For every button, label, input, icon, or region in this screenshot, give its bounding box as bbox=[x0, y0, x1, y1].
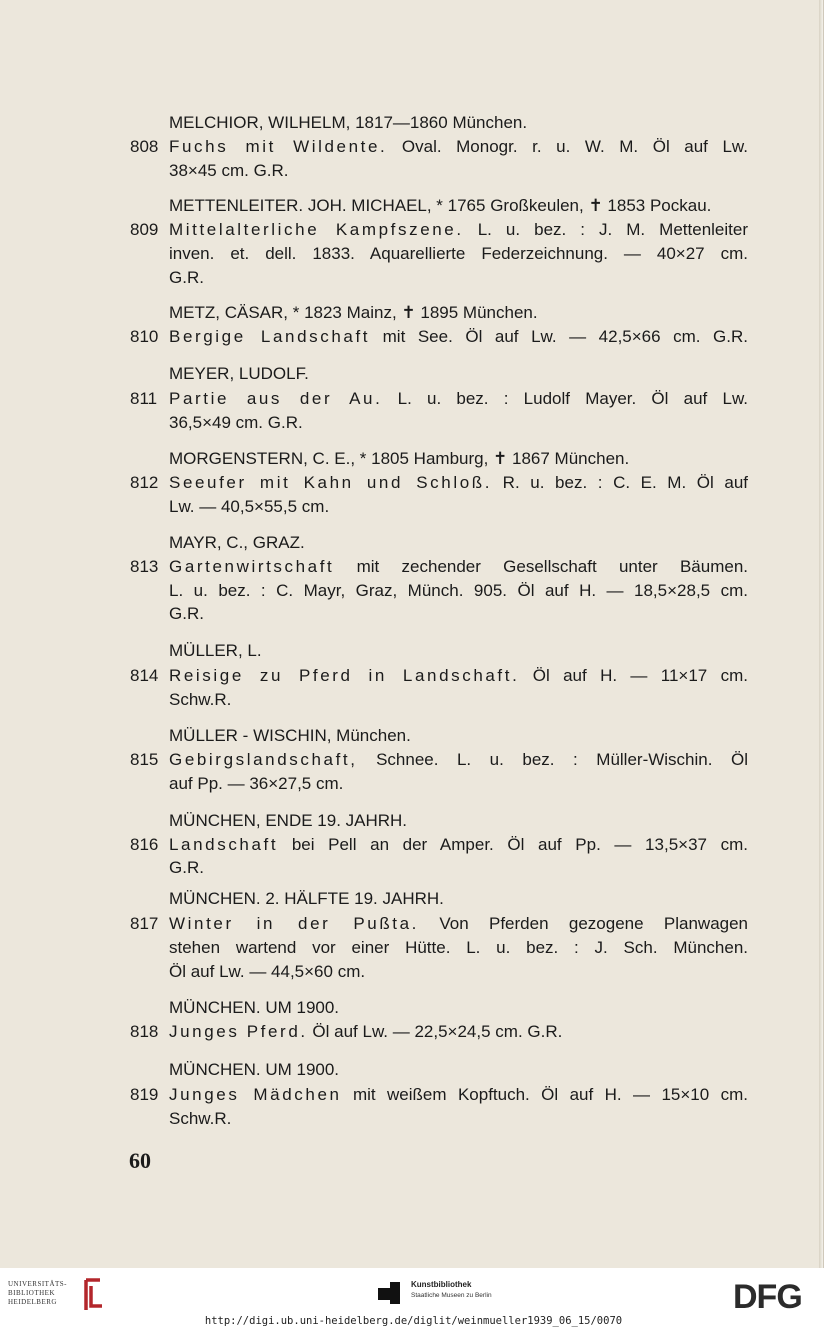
entry-title: Bergige Landschaft bbox=[169, 327, 371, 346]
entry-description bbox=[169, 389, 748, 409]
entry-artist: MAYR, C., GRAZ. bbox=[169, 533, 305, 552]
entry-continuation: auf Pp. — 36×27,5 cm. bbox=[169, 774, 344, 793]
entry-description bbox=[169, 327, 748, 347]
university-library-logo-text bbox=[8, 1280, 80, 1307]
entry-continuation: L. u. bez. : C. Mayr, Graz, Münch. 905. Öl auf H. — 18,5×28,5 cm. bbox=[169, 581, 748, 600]
entry-details: Öl auf Lw. — 22,5×24,5 cm. G.R. bbox=[307, 1022, 563, 1041]
entry-artist: MÜNCHEN, ENDE 19. JAHRH. bbox=[169, 811, 408, 830]
entry-artist: METTENLEITER. JOH. MICHAEL, * 1765 Großkeulen, ✝ 1853 Pockau. bbox=[169, 196, 712, 215]
university-library-mark-icon bbox=[82, 1278, 106, 1312]
entry-continuation: Lw. — 40,5×55,5 cm. bbox=[169, 497, 330, 516]
entry-artist: MÜNCHEN. UM 1900. bbox=[169, 1060, 340, 1079]
entry-number: 814 bbox=[130, 666, 159, 685]
entry-title: Gartenwirtschaft bbox=[169, 557, 335, 576]
entry-continuation: G.R. bbox=[169, 604, 204, 623]
entry-description bbox=[169, 666, 748, 686]
entry-artist: MORGENSTERN, C. E., * 1805 Hamburg, ✝ 1867 München. bbox=[169, 449, 630, 468]
entry-title: Partie aus der Au. bbox=[169, 389, 383, 408]
page-number: 60 bbox=[129, 1148, 151, 1173]
entry-number: 809 bbox=[130, 220, 159, 239]
kunstbibliothek-subtitle: Staatliche Museen zu Berlin bbox=[411, 1292, 492, 1299]
entry-continuation: Schw.R. bbox=[169, 690, 232, 709]
entry-number: 811 bbox=[130, 389, 158, 408]
entry-number: 810 bbox=[130, 327, 159, 346]
entry-artist: MELCHIOR, WILHELM, 1817—1860 München. bbox=[169, 113, 528, 132]
entry-artist: MÜLLER, L. bbox=[169, 641, 262, 660]
entry-description bbox=[169, 473, 748, 493]
entry-details: R. u. bez. : C. E. M. Öl auf bbox=[492, 473, 749, 492]
entry-description bbox=[169, 914, 748, 934]
kunstbibliothek-mark-icon bbox=[378, 1282, 404, 1304]
entry-continuation: 38×45 cm. G.R. bbox=[169, 161, 289, 180]
viewer-footer bbox=[0, 1268, 827, 1329]
entry-description bbox=[169, 835, 748, 855]
logo-line: UNIVERSITÄTS- bbox=[8, 1280, 67, 1288]
university-library-logo[interactable] bbox=[8, 1278, 108, 1314]
dfg-logo[interactable]: DFG bbox=[733, 1278, 802, 1316]
entry-continuation: stehen wartend vor einer Hütte. L. u. bez. : J. Sch. München. bbox=[169, 938, 748, 957]
entry-continuation: Öl auf Lw. — 44,5×60 cm. bbox=[169, 962, 366, 981]
entry-title: Mittelalterliche Kampfszene. bbox=[169, 220, 464, 239]
entry-details: mit zechender Gesellschaft unter Bäumen. bbox=[334, 557, 748, 576]
entry-description bbox=[169, 137, 748, 157]
entry-description bbox=[169, 557, 748, 577]
entry-description bbox=[169, 1085, 748, 1105]
entry-details: Schnee. L. u. bez. : Müller-Wischin. Öl bbox=[357, 750, 748, 769]
entry-continuation: G.R. bbox=[169, 858, 204, 877]
entry-details: Öl auf H. — 11×17 cm. bbox=[519, 666, 748, 685]
entry-number: 817 bbox=[130, 914, 159, 933]
entry-title: Landschaft bbox=[169, 835, 279, 854]
entry-artist: MÜNCHEN. UM 1900. bbox=[169, 998, 340, 1017]
entry-title: Junges Pferd. bbox=[169, 1022, 308, 1041]
entry-continuation: G.R. bbox=[169, 268, 204, 287]
entry-number: 815 bbox=[130, 750, 159, 769]
entry-title: Junges Mädchen bbox=[169, 1085, 342, 1104]
entry-details: L. u. bez. : Ludolf Mayer. Öl auf Lw. bbox=[382, 389, 749, 408]
entry-details: bei Pell an der Amper. Öl auf Pp. — 13,5×37 cm. bbox=[278, 835, 748, 854]
entry-number: 816 bbox=[130, 835, 159, 854]
entry-description bbox=[169, 750, 748, 770]
entry-details: L. u. bez. : J. M. Mettenleiter bbox=[463, 220, 748, 239]
entry-details: Von Pferden gezogene Planwagen bbox=[419, 914, 749, 933]
page-edge bbox=[819, 0, 823, 1268]
logo-line: HEIDELBERG bbox=[8, 1298, 57, 1306]
entry-number: 812 bbox=[130, 473, 159, 492]
entry-artist: MÜNCHEN. 2. HÄLFTE 19. JAHRH. bbox=[169, 889, 444, 908]
entry-continuation: inven. et. dell. 1833. Aquarellierte Federzeichnung. — 40×27 cm. bbox=[169, 244, 748, 263]
entry-title: Winter in der Pußta. bbox=[169, 914, 420, 933]
kunstbibliothek-name: Kunstbibliothek bbox=[411, 1280, 472, 1289]
logo-line: BIBLIOTHEK bbox=[8, 1289, 55, 1297]
entry-title: Reisige zu Pferd in Landschaft. bbox=[169, 666, 520, 685]
entry-artist: MEYER, LUDOLF. bbox=[169, 364, 309, 383]
kunstbibliothek-logo[interactable] bbox=[378, 1278, 518, 1308]
entry-title: Gebirgslandschaft, bbox=[169, 750, 358, 769]
entry-details: mit See. Öl auf Lw. — 42,5×66 cm. G.R. bbox=[370, 327, 748, 346]
entry-description bbox=[169, 1022, 748, 1042]
entry-details: Oval. Monogr. r. u. W. M. Öl auf Lw. bbox=[387, 137, 748, 156]
entry-description bbox=[169, 220, 748, 240]
entry-continuation: Schw.R. bbox=[169, 1109, 232, 1128]
entry-title: Seeufer mit Kahn und Schloß. bbox=[169, 473, 493, 492]
source-url-link[interactable]: http://digi.ub.uni-heidelberg.de/diglit/weinmueller1939_06_15/0070 bbox=[204, 1315, 623, 1327]
entry-continuation: 36,5×49 cm. G.R. bbox=[169, 413, 303, 432]
entry-artist: METZ, CÄSAR, * 1823 Mainz, ✝ 1895 München. bbox=[169, 303, 538, 322]
entry-title: Fuchs mit Wildente. bbox=[169, 137, 388, 156]
entry-details: mit weißem Kopftuch. Öl auf H. — 15×10 cm. bbox=[341, 1085, 748, 1104]
entry-number: 819 bbox=[130, 1085, 159, 1104]
entry-number: 818 bbox=[130, 1022, 159, 1041]
entry-number: 813 bbox=[130, 557, 159, 576]
entry-artist: MÜLLER - WISCHIN, München. bbox=[169, 726, 411, 745]
entry-number: 808 bbox=[130, 137, 159, 156]
